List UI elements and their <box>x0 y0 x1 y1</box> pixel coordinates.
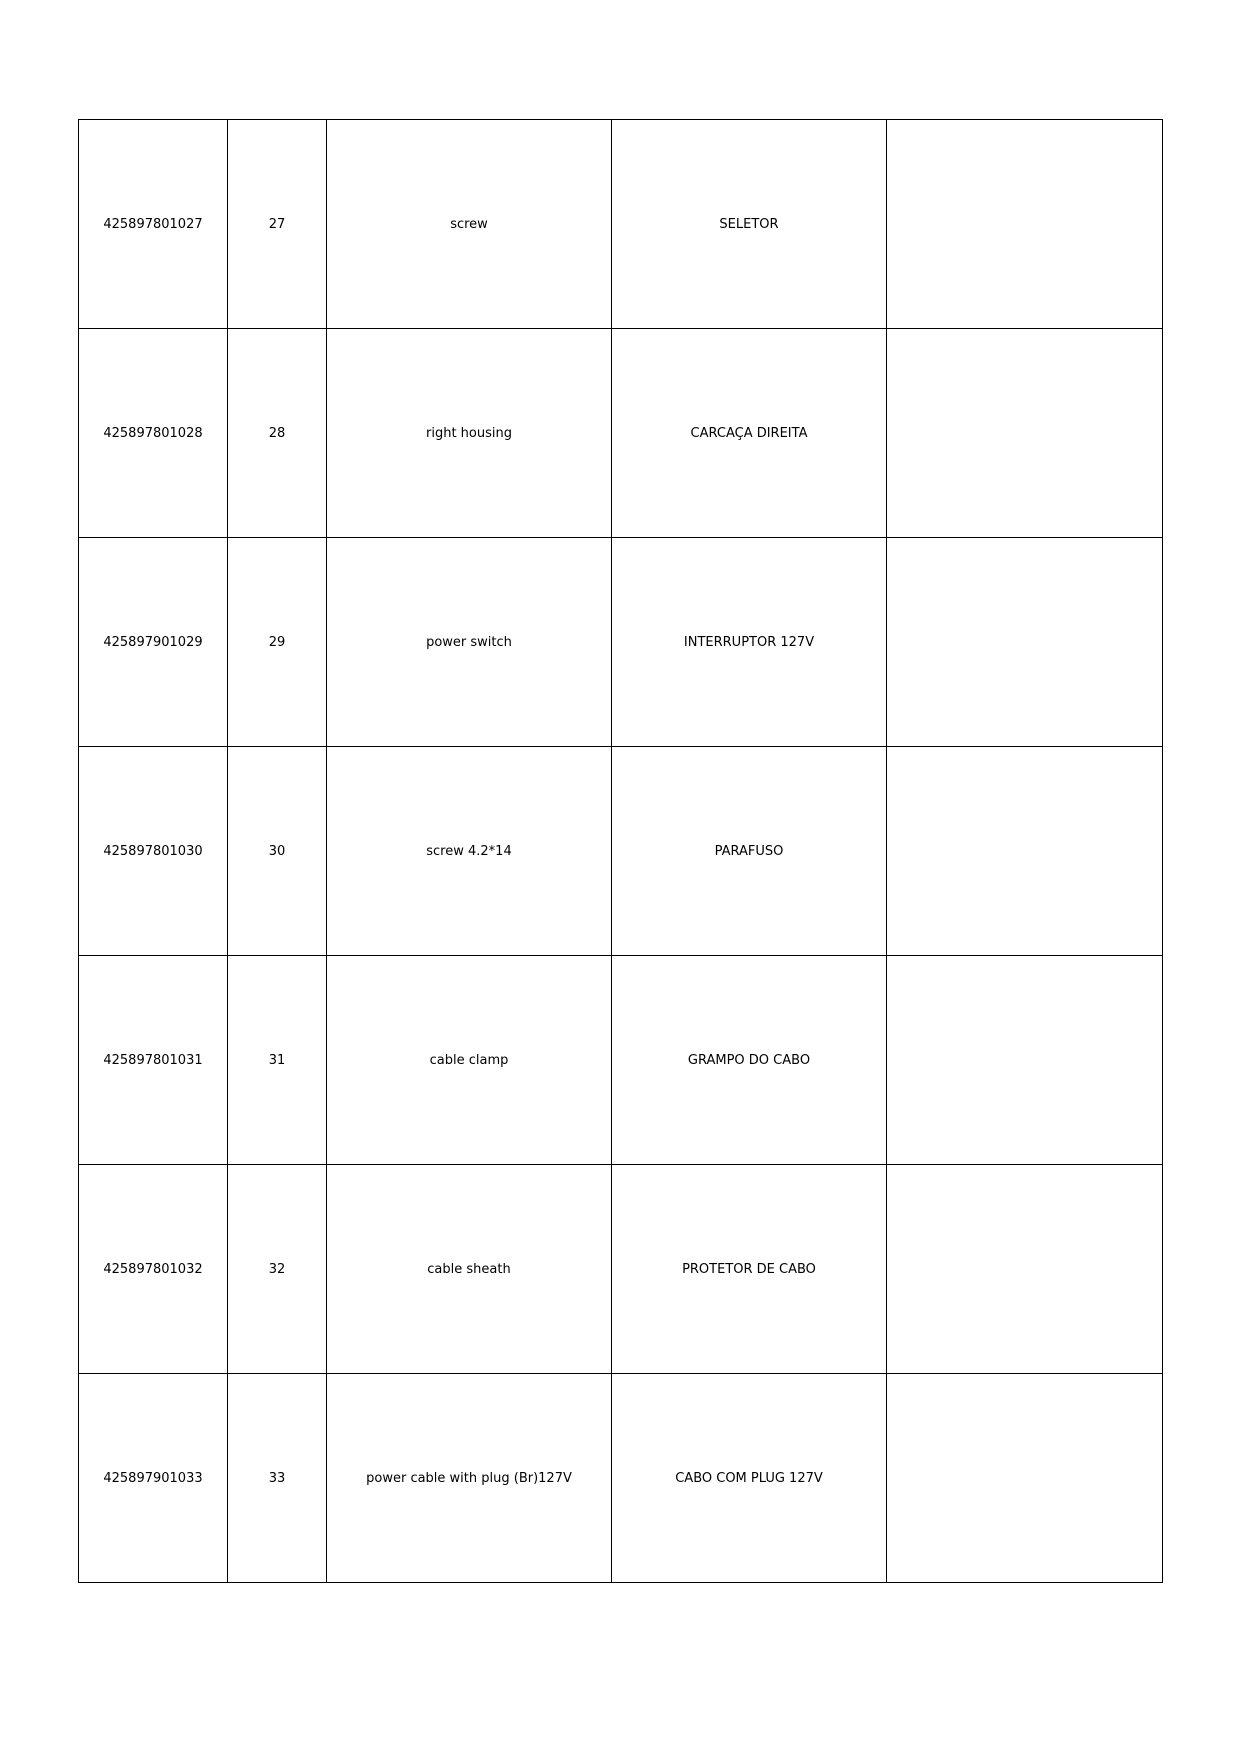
portuguese-description: PARAFUSO <box>612 747 887 956</box>
english-description: screw 4.2*14 <box>327 747 612 956</box>
part-code: 425897801032 <box>79 1165 228 1374</box>
item-number: 32 <box>228 1165 327 1374</box>
english-description: cable sheath <box>327 1165 612 1374</box>
table-row <box>79 1374 1163 1583</box>
note-cell <box>887 956 1163 1165</box>
item-number: 33 <box>228 1374 327 1583</box>
part-code: 425897801031 <box>79 956 228 1165</box>
english-description: right housing <box>327 329 612 538</box>
part-code: 425897801030 <box>79 747 228 956</box>
portuguese-description: GRAMPO DO CABO <box>612 956 887 1165</box>
note-cell <box>887 329 1163 538</box>
note-cell <box>887 747 1163 956</box>
note-cell <box>887 120 1163 329</box>
portuguese-description: PROTETOR DE CABO <box>612 1165 887 1374</box>
english-description: cable clamp <box>327 956 612 1165</box>
part-code: 425897901033 <box>79 1374 228 1583</box>
portuguese-description: SELETOR <box>612 120 887 329</box>
table-row <box>79 747 1163 956</box>
note-cell <box>887 538 1163 747</box>
item-number: 29 <box>228 538 327 747</box>
part-code: 425897901029 <box>79 538 228 747</box>
table-row <box>79 120 1163 329</box>
portuguese-description: INTERRUPTOR 127V <box>612 538 887 747</box>
note-cell <box>887 1165 1163 1374</box>
item-number: 28 <box>228 329 327 538</box>
table-row <box>79 956 1163 1165</box>
portuguese-description: CABO COM PLUG 127V <box>612 1374 887 1583</box>
table-row <box>79 329 1163 538</box>
english-description: screw <box>327 120 612 329</box>
item-number: 30 <box>228 747 327 956</box>
english-description: power cable with plug (Br)127V <box>327 1374 612 1583</box>
table-row <box>79 1165 1163 1374</box>
part-code: 425897801028 <box>79 329 228 538</box>
part-code: 425897801027 <box>79 120 228 329</box>
english-description: power switch <box>327 538 612 747</box>
note-cell <box>887 1374 1163 1583</box>
item-number: 31 <box>228 956 327 1165</box>
portuguese-description: CARCAÇA DIREITA <box>612 329 887 538</box>
parts-table <box>78 119 1163 1583</box>
item-number: 27 <box>228 120 327 329</box>
table-row <box>79 538 1163 747</box>
